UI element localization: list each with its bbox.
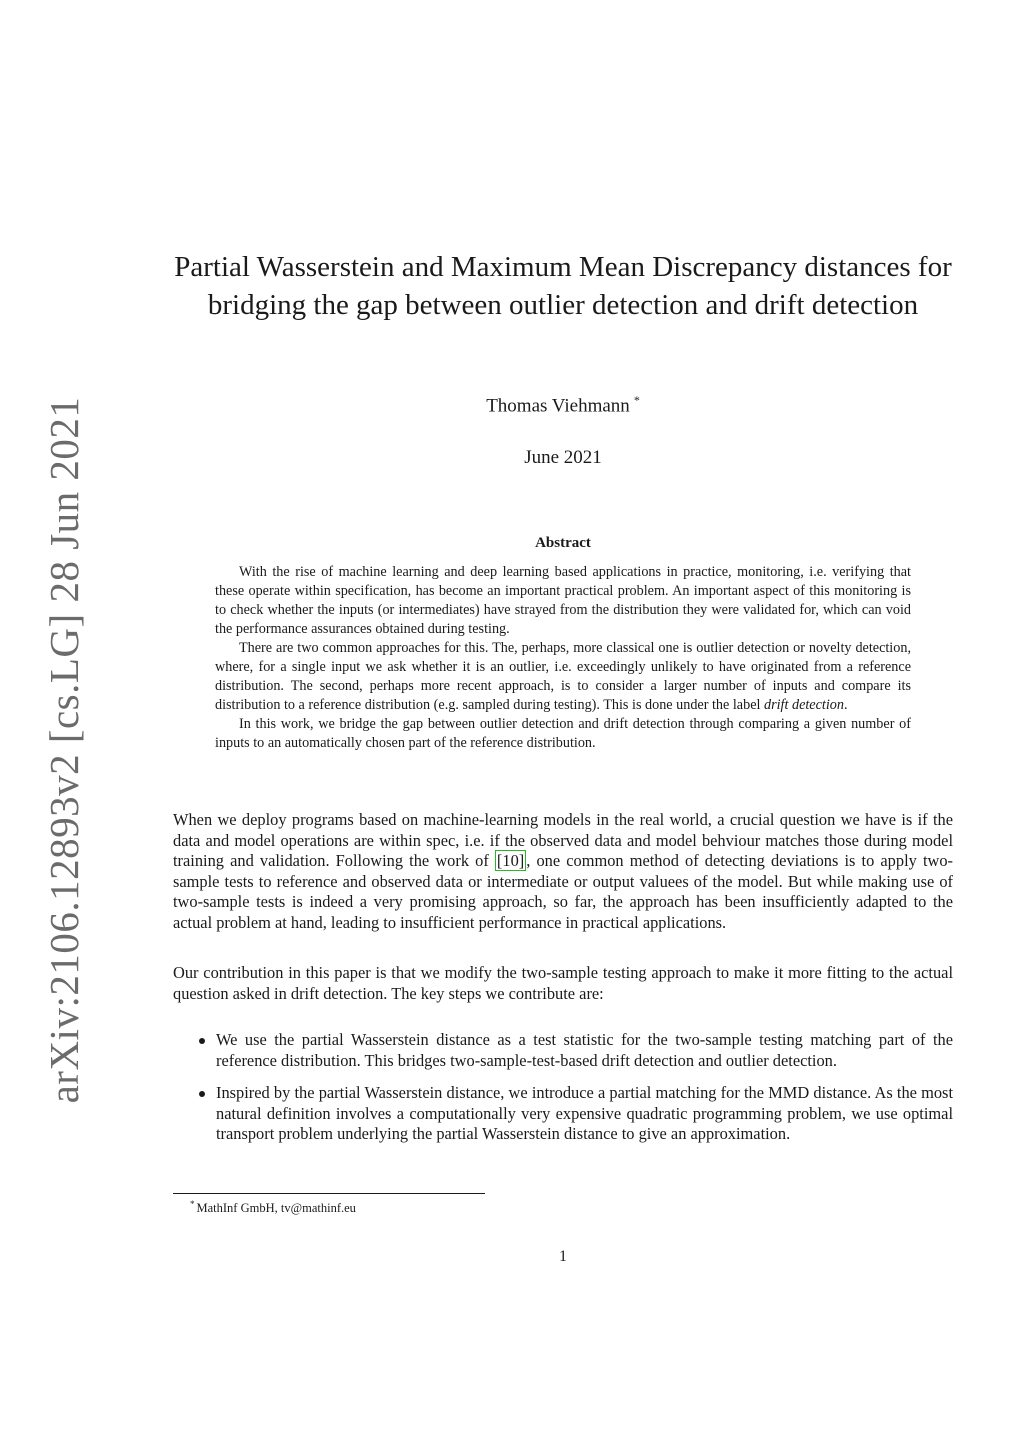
bullet-icon: [199, 1091, 205, 1097]
author-name: Thomas Viehmann: [486, 395, 630, 417]
abstract-heading: Abstract: [535, 535, 591, 551]
abstract-text-end: .: [843, 697, 848, 713]
list-item-text: Inspired by the partial Wasserstein distance, we introduce a partial matching for the MMD distance. As the most natural definition involves a computationally very expensive quadratic programming problem, we use optimal transport problem underlying the partial Wasserstein distance to give an approximation.: [216, 1083, 953, 1144]
intro-paragraph-2: [173, 963, 953, 1004]
list-item: [173, 1030, 953, 1071]
publication-date: June 2021: [524, 447, 602, 468]
intro-text-cont: , one common method of detecting deviations is to apply two-sample tests to reference and observed data or intermediate or output valuees of the model. But while making use of two-sample tests is indeed a very promising approach, so far, the approach has been insufficiently adapted to the actual problem at hand, leading to insufficient performance in practical applications.: [173, 851, 953, 932]
page-number: 1: [559, 1248, 567, 1265]
footnote: [190, 1199, 356, 1216]
author-footnote-mark[interactable]: *: [633, 393, 640, 407]
footnote-text: MathInf GmbH, tv@mathinf.eu: [196, 1201, 356, 1216]
abstract-text: There are two common approaches for this. The, perhaps, more classical one is outlier detection or novelty detection, where, for a single input we ask whether it is an outlier, i.e. exceedingly unlikely to have originated from a reference distribution. The second, perhaps more recent approach, is to consider a larger number of inputs and compare its distribution to a reference distribution (e.g. sampled during testing). This is done under the label: [215, 640, 911, 713]
intro-text: When we deploy programs based on machine-learning models in the real world, a crucial question we have is if the data and model operations are within spec, i.e. if the observed data and model behviour matches those during model training and validation. Following the work of: [173, 810, 953, 871]
arxiv-identifier-stamp: arXiv:2106.12893v2 [cs.LG] 28 Jun 2021: [41, 396, 87, 1104]
abstract-emphasis: drift detection: [763, 697, 844, 713]
contribution-text: Our contribution in this paper is that we modify the two-sample testing approach to make it more fitting to the actual question asked in drift detection. The key steps we contribute are:: [173, 963, 953, 1003]
footnote-mark: *: [190, 1199, 195, 1209]
bullet-icon: [199, 1038, 205, 1044]
intro-paragraph-1: [173, 810, 953, 934]
list-item: [173, 1083, 953, 1145]
footnote-divider: [173, 1193, 485, 1194]
list-item-text: We use the partial Wasserstein distance as a test statistic for the two-sample testing matching part of the reference distribution. This bridges two-sample-test-based drift detection and outlier detection.: [216, 1030, 953, 1070]
abstract-body: [215, 563, 911, 753]
abstract-paragraph: With the rise of machine learning and deep learning based applications in practice, monitoring, i.e. verifying that these operate within specification, has become an important practical problem. An important aspect of this monitoring is to check whether the inputs (or intermediates) have strayed from the distribution they were validated for, which can void the performance assurances obtained during testing.: [215, 564, 911, 637]
abstract-paragraph: [215, 639, 911, 715]
contribution-list: [173, 1030, 953, 1157]
citation-link[interactable]: [10]: [496, 851, 525, 871]
paper-title: Partial Wasserstein and Maximum Mean Discrepancy distances for bridging the gap between outlier detection and drift detection: [174, 251, 952, 321]
author-line: [150, 393, 976, 417]
abstract-paragraph: In this work, we bridge the gap between outlier detection and drift detection through comparing a given number of inputs to an automatically chosen part of the reference distribution.: [215, 716, 911, 751]
